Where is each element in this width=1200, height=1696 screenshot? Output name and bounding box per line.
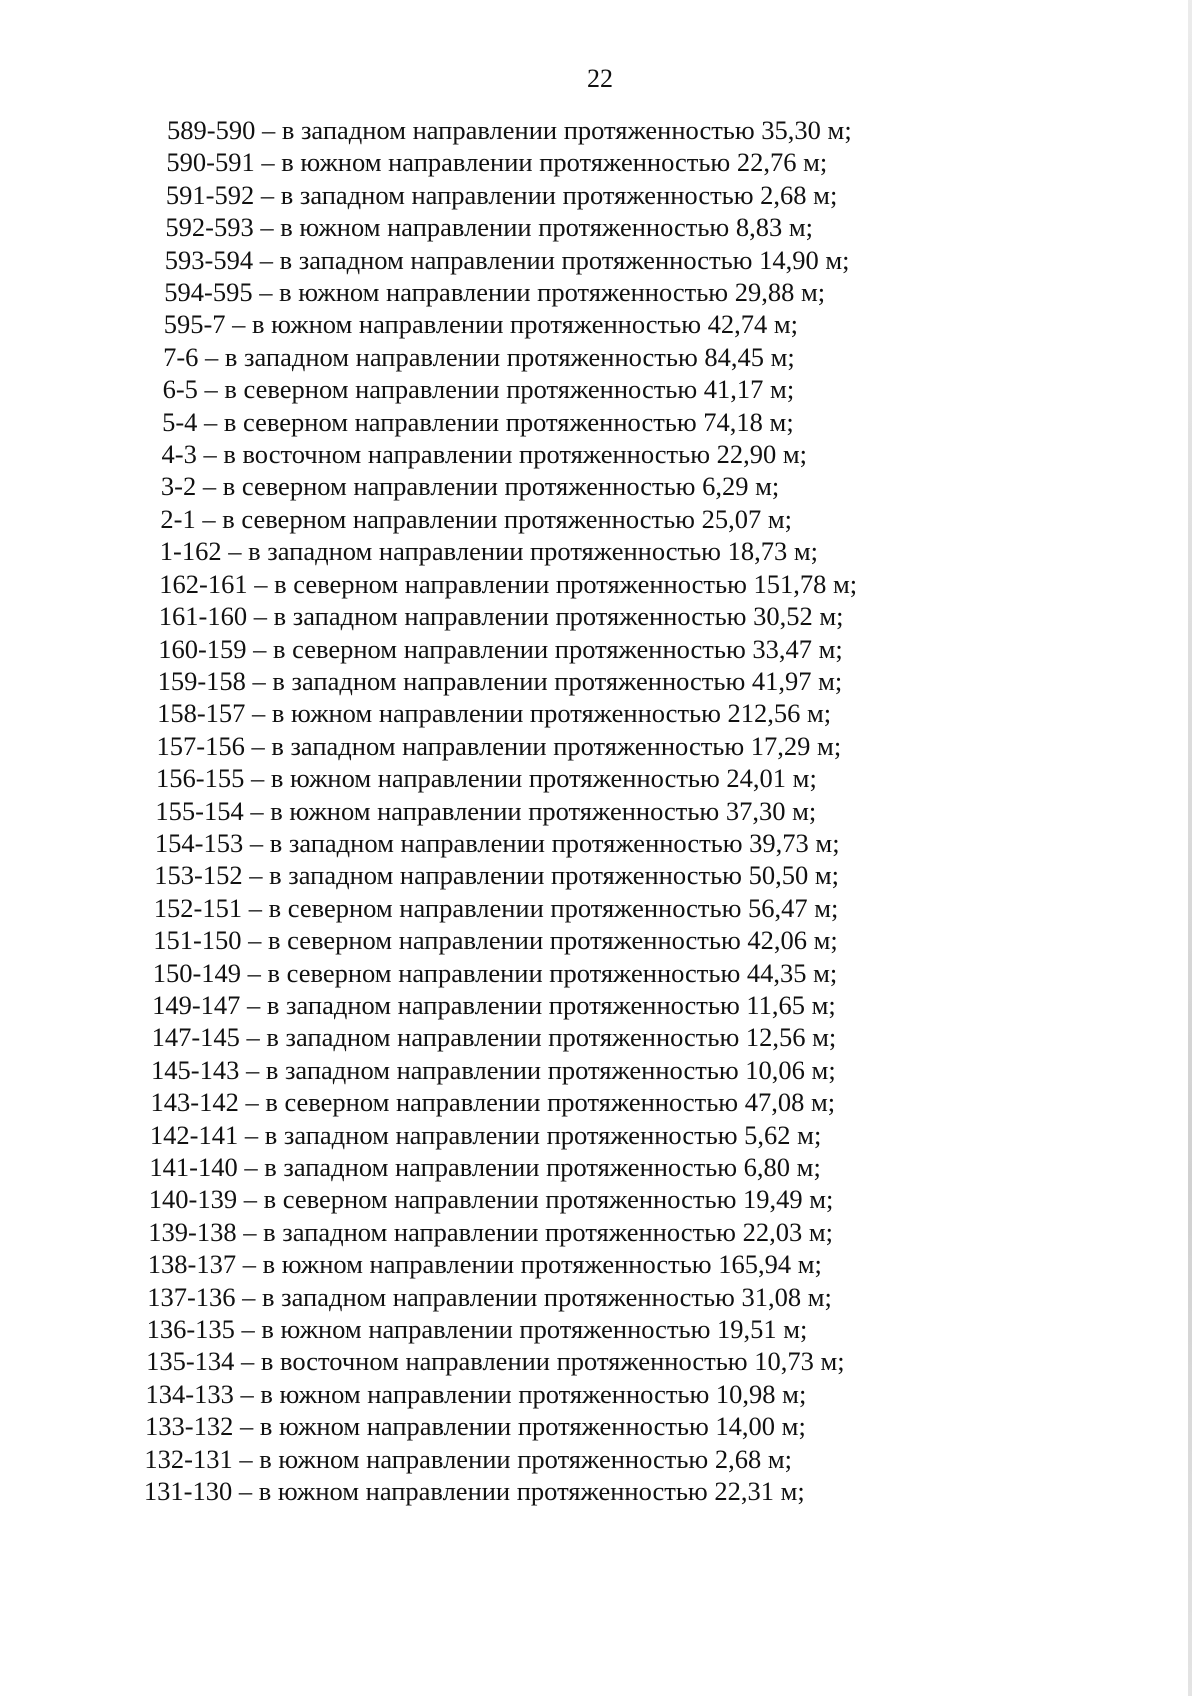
- boundary-segment-line: 149-147 – в западном направлении протяженностью 11,65 м;: [152, 989, 836, 1020]
- boundary-segment-line: 7-6 – в западном направлении протяженностью 84,45 м;: [163, 341, 795, 372]
- boundary-segment-line: 132-131 – в южном направлении протяженностью 2,68 м;: [144, 1443, 792, 1474]
- boundary-segment-line: 594-595 – в южном направлении протяженностью 29,88 м;: [164, 277, 826, 308]
- boundary-segment-line: 150-149 – в северном направлении протяженностью 44,35 м;: [152, 957, 838, 988]
- boundary-segment-line: 592-593 – в южном направлении протяженностью 8,83 м;: [165, 212, 813, 243]
- boundary-segment-line: 156-155 – в южном направлении протяженностью 24,01 м;: [156, 763, 817, 794]
- boundary-segment-line: 138-137 – в южном направлении протяженностью 165,94 м;: [147, 1249, 822, 1280]
- boundary-segment-line: 153-152 – в западном направлении протяженностью 50,50 м;: [154, 860, 839, 891]
- boundary-segment-line: 2-1 – в северном направлении протяженностью 25,07 м;: [160, 503, 792, 534]
- boundary-segment-line: 155-154 – в южном направлении протяженностью 37,30 м;: [155, 795, 817, 826]
- boundary-segment-list: [145, 114, 945, 1507]
- boundary-segment-line: 4-3 – в восточном направлении протяженностью 22,90 м;: [161, 439, 807, 470]
- boundary-segment-line: 6-5 – в северном направлении протяженностью 41,17 м;: [162, 374, 795, 405]
- boundary-segment-line: 137-136 – в западном направлении протяженностью 31,08 м;: [147, 1281, 832, 1312]
- boundary-segment-line: 131-130 – в южном направлении протяженностью 22,31 м;: [143, 1476, 805, 1507]
- boundary-segment-line: 154-153 – в западном направлении протяженностью 39,73 м;: [154, 827, 840, 858]
- scan-edge-artifact: [1188, 0, 1192, 1696]
- boundary-segment-line: 161-160 – в западном направлении протяженностью 30,52 м;: [158, 601, 844, 632]
- boundary-segment-line: 142-141 – в западном направлении протяженностью 5,62 м;: [149, 1119, 822, 1150]
- boundary-segment-line: 591-592 – в западном направлении протяженностью 2,68 м;: [165, 179, 838, 210]
- boundary-segment-line: 139-138 – в западном направлении протяженностью 22,03 м;: [148, 1216, 833, 1247]
- boundary-segment-line: 143-142 – в северном направлении протяженностью 47,08 м;: [150, 1087, 836, 1118]
- boundary-segment-line: 151-150 – в северном направлении протяженностью 42,06 м;: [153, 925, 838, 956]
- boundary-segment-line: 162-161 – в северном направлении протяженностью 151,78 м;: [159, 568, 858, 599]
- page-number: 22: [587, 64, 613, 93]
- boundary-segment-line: 158-157 – в южном направлении протяженностью 212,56 м;: [157, 698, 832, 729]
- boundary-segment-line: 147-145 – в западном направлении протяженностью 12,56 м;: [151, 1022, 837, 1053]
- boundary-segment-line: 134-133 – в южном направлении протяженностью 10,98 м;: [145, 1378, 807, 1409]
- boundary-segment-line: 1-162 – в западном направлении протяженностью 18,73 м;: [159, 536, 818, 567]
- boundary-segment-line: 160-159 – в северном направлении протяженностью 33,47 м;: [158, 633, 843, 664]
- boundary-segment-line: 140-139 – в северном направлении протяженностью 19,49 м;: [148, 1184, 834, 1215]
- boundary-segment-line: 141-140 – в западном направлении протяженностью 6,80 м;: [149, 1152, 821, 1182]
- boundary-segment-line: 157-156 – в западном направлении протяженностью 17,29 м;: [156, 730, 842, 761]
- boundary-segment-line: 152-151 – в северном направлении протяженностью 56,47 м;: [153, 892, 839, 923]
- boundary-segment-line: 159-158 – в западном направлении протяженностью 41,97 м;: [157, 665, 843, 696]
- boundary-segment-line: 593-594 – в западном направлении протяженностью 14,90 м;: [164, 244, 850, 275]
- boundary-segment-line: 133-132 – в южном направлении протяженностью 14,00 м;: [145, 1411, 806, 1442]
- boundary-segment-line: 145-143 – в западном направлении протяженностью 10,06 м;: [151, 1054, 836, 1085]
- boundary-segment-line: 5-4 – в северном направлении протяженностью 74,18 м;: [162, 406, 794, 437]
- boundary-segment-line: 590-591 – в южном направлении протяженностью 22,76 м;: [166, 147, 828, 178]
- boundary-segment-line: 136-135 – в южном направлении протяженностью 19,51 м;: [146, 1314, 808, 1345]
- boundary-segment-line: 3-2 – в северном направлении протяженностью 6,29 м;: [160, 471, 780, 502]
- boundary-segment-line: 589-590 – в западном направлении протяженностью 35,30 м;: [167, 115, 852, 145]
- boundary-segment-line: 135-134 – в восточном направлении протяженностью 10,73 м;: [146, 1346, 845, 1377]
- boundary-segment-line: 595-7 – в южном направлении протяженностью 42,74 м;: [163, 309, 799, 340]
